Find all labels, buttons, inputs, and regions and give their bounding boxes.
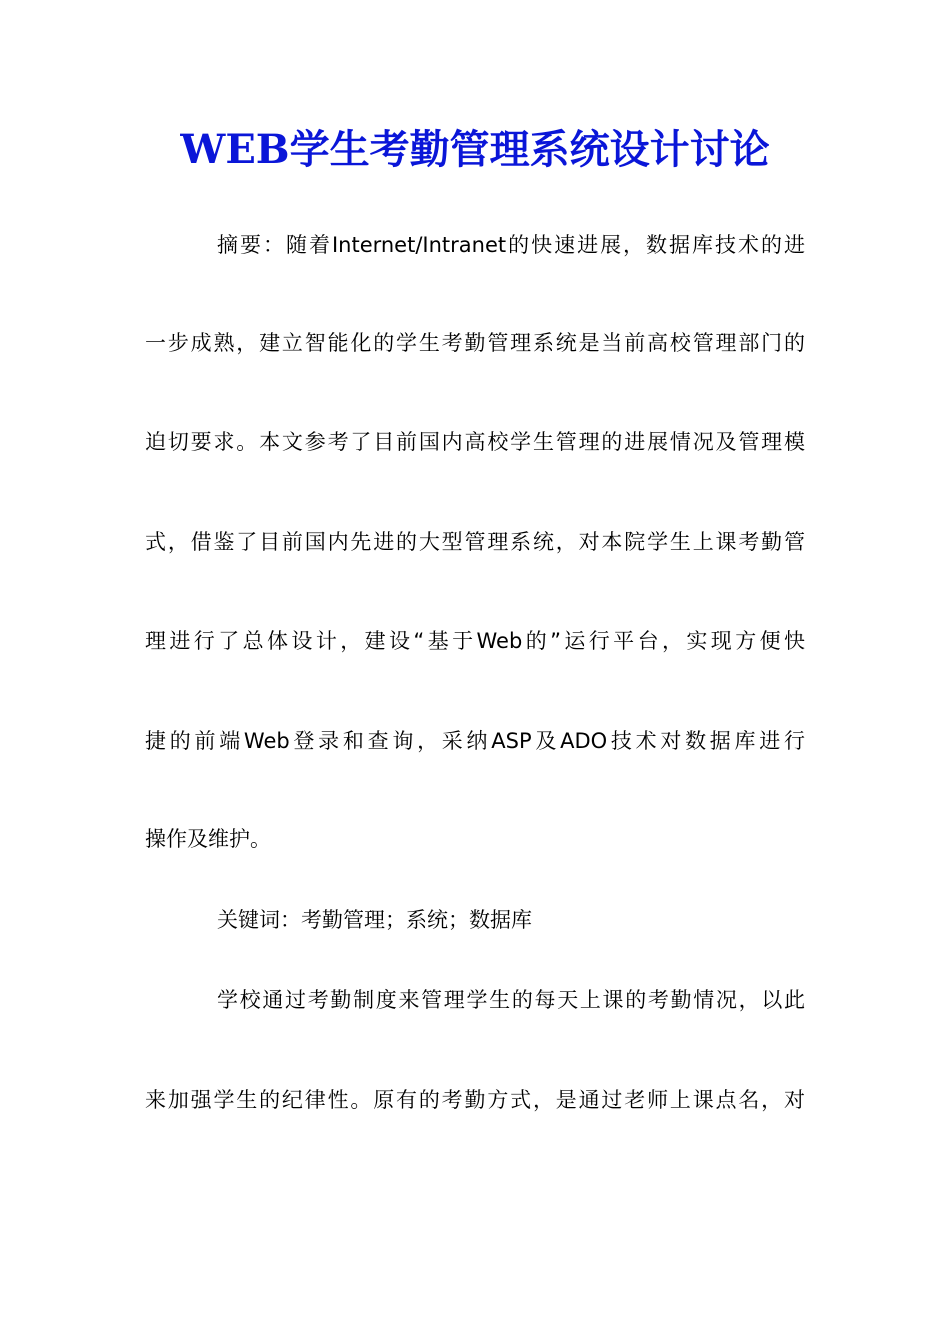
body-line: 来加强学生的纪律性。原有的考勤方式，是通过老师上课点名，对	[145, 1088, 805, 1112]
abstract-line: 迫切要求。本文参考了目前国内高校学生管理的进展情况及管理模	[145, 430, 805, 454]
abstract-line: 摘要：随着Internet/Intranet的快速进展，数据库技术的进	[217, 233, 805, 257]
abstract-line: 式，借鉴了目前国内先进的大型管理系统，对本院学生上课考勤管	[145, 530, 805, 554]
keywords-line: 关键词：考勤管理；系统；数据库	[217, 908, 532, 932]
abstract-line: 理进行了总体设计，建设“基于Web的”运行平台，实现方便快	[145, 629, 805, 653]
abstract-line: 一步成熟，建立智能化的学生考勤管理系统是当前高校管理部门的	[145, 331, 805, 355]
document-title: WEB学生考勤管理系统设计讨论	[180, 126, 770, 173]
abstract-line: 操作及维护。	[145, 827, 271, 851]
abstract-line: 捷的前端Web登录和查询，采纳ASP及ADO技术对数据库进行	[145, 729, 805, 753]
body-line: 学校通过考勤制度来管理学生的每天上课的考勤情况，以此	[217, 988, 805, 1012]
